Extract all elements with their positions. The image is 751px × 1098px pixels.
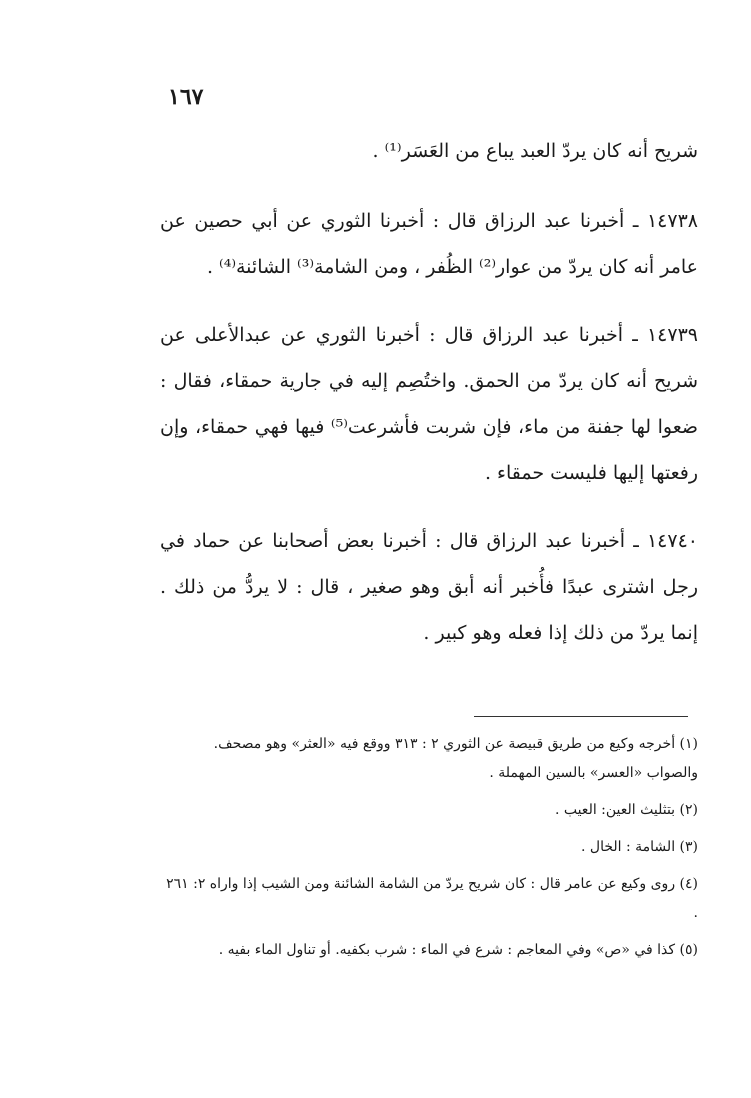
footnotes <box>160 730 698 973</box>
hadith-14740: ١٤٧٤٠ ـ أخبرنا عبد الرزاق قال : أخبرنا بعض أصحابنا عن حماد في رجل اشترى عبدًا فأُخبر أنه أبق وهو صغير ، قال : لا يردُّ من ذلك . إنما يردّ من ذلك إذا فعله وهو كبير . <box>160 530 698 644</box>
footnote-2: (٢) بتثليث العين: العيب . <box>554 802 698 818</box>
page-number: ١٦٧ <box>168 84 204 110</box>
hadith-14739: ١٤٧٣٩ ـ أخبرنا عبد الرزاق قال : أخبرنا الثوري عن عبدالأعلى عن شريح أنه كان يردّ من الحمق. واختُصِم إليه في جارية حمقاء، فقال : ضعوا لها جفنة من ماء، فإن شربت فأشرعت⁽⁵⁾ فيها فهي حمقاء، وإن رفعتها إليها فليست حمقاء . <box>160 324 698 484</box>
footnote-1: (١) أخرجه وكيع من طريق قبيصة عن الثوري ٢ : ٣١٣ ووقع فيه «العثر» وهو مصحف. والصواب «العسر» بالسين المهملة . <box>213 736 698 781</box>
footnote-5: (٥) كذا في «ص» وفي المعاجم : شرع في الماء : شرب بكفيه. أو تناول الماء بفيه . <box>218 942 698 958</box>
footnote-separator <box>474 716 688 717</box>
footnote-4: (٤) روى وكيع عن عامر قال : كان شريح يردّ من الشامة الشائنة ومن الشيب إذا واراه ٢: ٢٦١ . <box>166 876 698 921</box>
main-text <box>160 128 698 678</box>
paragraph-continuation: شريح أنه كان يردّ العبد يباع من العَسَر⁽¹⁾ . <box>372 140 698 162</box>
footnote-3: (٣) الشامة : الخال . <box>581 839 698 855</box>
hadith-14738: ١٤٧٣٨ ـ أخبرنا عبد الرزاق قال : أخبرنا الثوري عن أبي حصين عن عامر أنه كان يردّ من عوار⁽²⁾ الظُفر ، ومن الشامة⁽³⁾ الشائنة⁽⁴⁾ . <box>160 210 698 278</box>
